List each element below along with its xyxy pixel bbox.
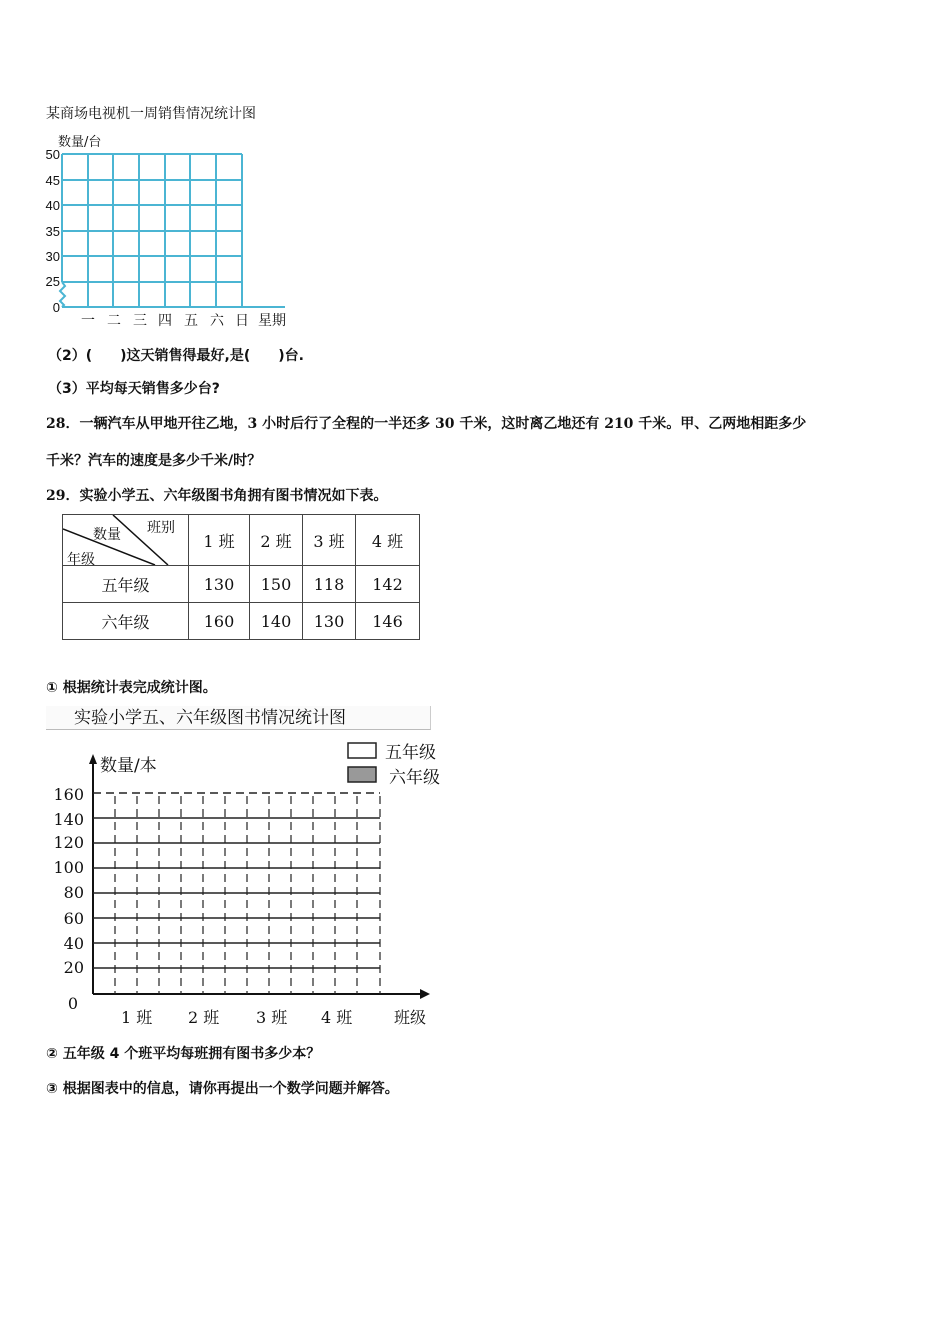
chart2-xtick: 2 班 xyxy=(188,1008,220,1027)
chart1-xtick: 三 xyxy=(133,313,147,329)
legend-label-grade5: 五年级 xyxy=(385,743,436,763)
question-29-sub1: ① 根据统计表完成统计图。 xyxy=(46,680,217,696)
chart2-ytick: 80 xyxy=(63,883,84,902)
chart1-xtick: 六 xyxy=(210,313,224,329)
table-cell: 142 xyxy=(356,566,420,603)
table-cell: 140 xyxy=(250,603,303,640)
question-29-sub2: ② 五年级 4 个班平均每班拥有图书多少本？ xyxy=(46,1046,321,1062)
chart1-y-label: 数量/台 xyxy=(58,135,102,150)
legend-swatch-grade6 xyxy=(348,767,376,782)
chart2-ytick: 120 xyxy=(53,833,84,852)
table-cell: 150 xyxy=(250,566,303,603)
table-cell: 130 xyxy=(303,603,356,640)
column-header: 1 班 xyxy=(189,515,250,566)
chart1-xtick: 日 xyxy=(235,313,249,329)
corner-grade-label: 年级 xyxy=(67,552,95,568)
chart2-ytick: 140 xyxy=(53,810,84,829)
chart2-title: 实验小学五、六年级图书情况统计图 xyxy=(46,706,431,730)
row-label: 五年级 xyxy=(63,566,189,603)
chart2-origin: 0 xyxy=(67,994,78,1013)
column-header: 3 班 xyxy=(303,515,356,566)
chart1-xtick: 五 xyxy=(184,313,198,329)
legend-label-grade6: 六年级 xyxy=(389,768,440,788)
table-cell: 146 xyxy=(356,603,420,640)
question-3: （3）平均每天销售多少台? xyxy=(48,381,220,397)
chart1-xtick: 二 xyxy=(107,313,121,329)
chart1-ytick: 25 xyxy=(45,274,60,289)
chart2-ytick: 60 xyxy=(63,909,84,928)
chart1-ytick: 45 xyxy=(45,173,60,188)
chart1-ytick: 0 xyxy=(52,300,60,315)
corner-class-label: 班别 xyxy=(147,520,175,536)
chart2-ytick: 20 xyxy=(63,958,84,977)
chart2-y-label: 数量/本 xyxy=(100,756,157,776)
column-header: 2 班 xyxy=(250,515,303,566)
chart2-ytick: 100 xyxy=(53,858,84,877)
chart2-x-label: 班级 xyxy=(394,1008,427,1027)
chart2-ytick: 40 xyxy=(63,934,84,953)
table-cell: 160 xyxy=(189,603,250,640)
chart1-xtick: 一 xyxy=(81,313,95,329)
row-label: 六年级 xyxy=(63,603,189,640)
question-28-line1: 28．一辆汽车从甲地开往乙地，3 小时后行了全程的一半还多 30 千米，这时离乙地还有 210 千米。甲、乙两地相距多少 xyxy=(46,416,807,432)
question-28-line2: 千米？汽车的速度是多少千米/时？ xyxy=(46,453,262,469)
chart1-ytick: 35 xyxy=(45,224,60,239)
chart1-ytick: 30 xyxy=(45,249,60,264)
chart2-xtick: 4 班 xyxy=(321,1008,353,1027)
chart1-title: 某商场电视机一周销售情况统计图 xyxy=(46,106,256,122)
column-header: 4 班 xyxy=(356,515,420,566)
corner-quantity-label: 数量 xyxy=(93,527,121,543)
chart1-xtick: 四 xyxy=(158,313,172,329)
chart1-ytick: 40 xyxy=(45,198,60,213)
legend-swatch-grade5 xyxy=(348,743,376,758)
chart1-x-label: 星期 xyxy=(258,313,286,329)
question-2: （2）( )这天销售得最好,是( )台. xyxy=(48,348,304,364)
chart1-ytick: 50 xyxy=(45,147,60,162)
chart2-xtick: 3 班 xyxy=(256,1008,288,1027)
chart2-xtick: 1 班 xyxy=(121,1008,153,1027)
chart2-ytick: 160 xyxy=(53,785,84,804)
table-cell: 118 xyxy=(303,566,356,603)
question-29-sub3: ③ 根据图表中的信息，请你再提出一个数学问题并解答。 xyxy=(46,1081,399,1097)
question-29-intro: 29．实验小学五、六年级图书角拥有图书情况如下表。 xyxy=(46,488,388,504)
table-cell: 130 xyxy=(189,566,250,603)
